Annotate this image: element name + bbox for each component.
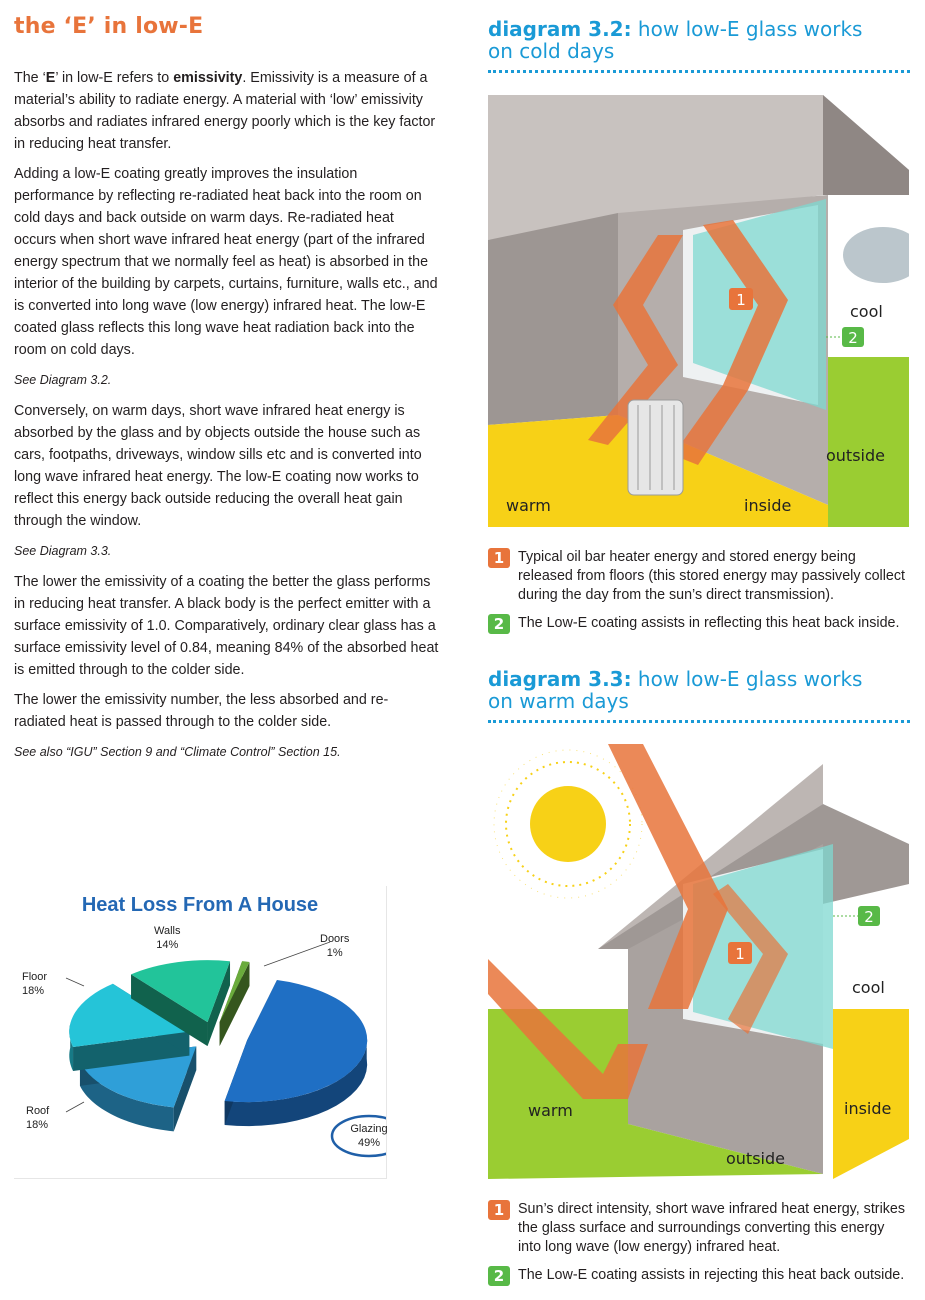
label-roof bbox=[26, 1104, 49, 1132]
article-column bbox=[14, 14, 439, 772]
inside-floor bbox=[833, 1009, 909, 1179]
diagram-3-2-header bbox=[488, 18, 910, 73]
paragraph-emissivity-number: The lower the emissivity number, the less absorbed and re-radiated heat is passed through to the colder side. bbox=[14, 692, 389, 730]
marker-two-text: 2 bbox=[848, 329, 858, 347]
sun-shape bbox=[494, 750, 642, 898]
label-warm: warm bbox=[528, 1101, 573, 1120]
paragraph-emissivity bbox=[14, 67, 439, 155]
label-pct: 49% bbox=[357, 1137, 381, 1149]
title-bold: diagram 3.2: bbox=[488, 17, 632, 41]
eave-shape bbox=[823, 95, 909, 195]
dotted-divider bbox=[488, 720, 910, 723]
label-name: Floor bbox=[22, 971, 48, 983]
label-pct: 14% bbox=[156, 939, 179, 951]
text-span: The ‘ bbox=[14, 70, 46, 86]
diagram-3-2-illustration bbox=[488, 95, 909, 527]
badge-two: 2 bbox=[488, 1266, 510, 1286]
dotted-divider bbox=[488, 70, 910, 73]
diagram-3-3-title bbox=[488, 668, 888, 712]
label-cool: cool bbox=[852, 978, 885, 997]
text-span: . Emissivity is a measure of a material’s ability to radiate energy. A material with ‘low’ emissivity absorbs and radiates infrared energy poorly which is the key factor in reducing heat transfer. bbox=[14, 70, 436, 152]
label-floor bbox=[22, 970, 47, 998]
label-name: Walls bbox=[154, 925, 181, 937]
title-rest: how low-E glass works on warm days bbox=[488, 667, 863, 713]
label-name: Roof bbox=[26, 1105, 50, 1117]
left-wall-shape bbox=[488, 213, 618, 425]
legend-3-3-item-1 bbox=[488, 1200, 918, 1258]
label-name: Doors bbox=[320, 933, 350, 945]
label-outside: outside bbox=[826, 446, 885, 465]
pie-slice-glazing bbox=[225, 980, 367, 1126]
label-pct: 1% bbox=[326, 947, 343, 959]
legend-text: The Low-E coating assists in rejecting this heat back outside. bbox=[518, 1267, 905, 1283]
label-cool: cool bbox=[850, 302, 883, 321]
marker-one-text: 1 bbox=[736, 291, 746, 309]
diagram-3-3-header bbox=[488, 668, 910, 723]
bold-emissivity: emissivity bbox=[173, 70, 243, 86]
legend-text: Typical oil bar heater energy and stored energy being released from floors (this stored energy may passively collect during the day from the sun’s direct transmission). bbox=[518, 549, 905, 603]
title-bold: diagram 3.3: bbox=[488, 667, 632, 691]
pie-chart-svg bbox=[14, 886, 386, 1178]
diagram-3-3-illustration bbox=[488, 744, 909, 1179]
badge-one: 1 bbox=[488, 1200, 510, 1220]
paragraph-warm-days: Conversely, on warm days, short wave infrared heat energy is absorbed by the glass and by objects outside the house such as cars, footpaths, driveways, window sills etc and is converted into long wave infrared heat energy. The low-E coating now works to reflect this energy back outside reducing the overall heat gain through the window. bbox=[14, 403, 422, 529]
label-leader-line bbox=[66, 1102, 84, 1112]
label-name: Glazing bbox=[350, 1123, 388, 1135]
label-pct: 18% bbox=[26, 1119, 49, 1131]
legend-text: Sun’s direct intensity, short wave infrared heat energy, strikes the glass surface and surroundings converting this energy into long wave (low energy) infrared heat. bbox=[518, 1201, 905, 1255]
label-inside: inside bbox=[744, 496, 792, 515]
chart-title: Heat Loss From A House bbox=[81, 894, 319, 916]
reference-diagram-3-3: See Diagram 3.3. bbox=[14, 544, 112, 558]
label-outside: outside bbox=[726, 1149, 785, 1168]
label-doors bbox=[320, 932, 349, 960]
marker-two-text: 2 bbox=[864, 908, 874, 926]
radiator-shape bbox=[628, 400, 683, 495]
diagram-3-2-title bbox=[488, 18, 888, 62]
bold-e: E bbox=[45, 70, 56, 86]
label-walls bbox=[154, 924, 180, 952]
label-glazing bbox=[332, 1122, 406, 1150]
badge-one: 1 bbox=[488, 548, 510, 568]
label-warm: warm bbox=[506, 496, 551, 515]
legend-3-2-item-2 bbox=[488, 614, 918, 636]
article-heading: the ‘E’ in low-E bbox=[14, 14, 204, 39]
paragraph-coating: Adding a low-E coating greatly improves the insulation performance by reflecting re-radiated heat back into the room on cold days and back outside on warm days. Re-radiated heat occurs when short wave infrared heat energy (part of the infrared energy spectrum that we normally feel as heat) is absorbed in the interior of the building by carpets, curtains, furniture, walls etc., and is converted into long wave (low energy) infrared heat. The low-E coated glass reflects this long wave heat radiation back into the room on cold days. bbox=[14, 166, 438, 358]
reference-diagram-3-2: See Diagram 3.2. bbox=[14, 373, 112, 387]
label-pct: 18% bbox=[22, 985, 45, 997]
title-rest: how low-E glass works on cold days bbox=[488, 17, 863, 63]
text-span: ’ in low-E refers to bbox=[55, 70, 174, 86]
label-leader-line bbox=[66, 978, 84, 986]
marker-one-text: 1 bbox=[735, 945, 745, 963]
badge-two: 2 bbox=[488, 614, 510, 634]
legend-text: The Low-E coating assists in reflecting this heat back inside. bbox=[518, 615, 900, 631]
legend-3-2-item-1 bbox=[488, 548, 918, 604]
reference-igu-climate: See also “IGU” Section 9 and “Climate Control” Section 15. bbox=[14, 745, 341, 759]
outside-ground bbox=[828, 357, 909, 527]
cloud-shape bbox=[843, 227, 909, 283]
heat-loss-chart bbox=[14, 886, 387, 1179]
legend-3-3-item-2 bbox=[488, 1266, 918, 1288]
label-inside: inside bbox=[844, 1099, 892, 1118]
paragraph-lower-emissivity: The lower the emissivity of a coating the better the glass performs in reducing heat transfer. A black body is the perfect emitter with a surface emissivity of 1.0. Comparatively, ordinary clear glass has a surface emissivity level of 0.84, meaning 84% of the absorbed heat is emitted through to the colder side. bbox=[14, 574, 439, 678]
